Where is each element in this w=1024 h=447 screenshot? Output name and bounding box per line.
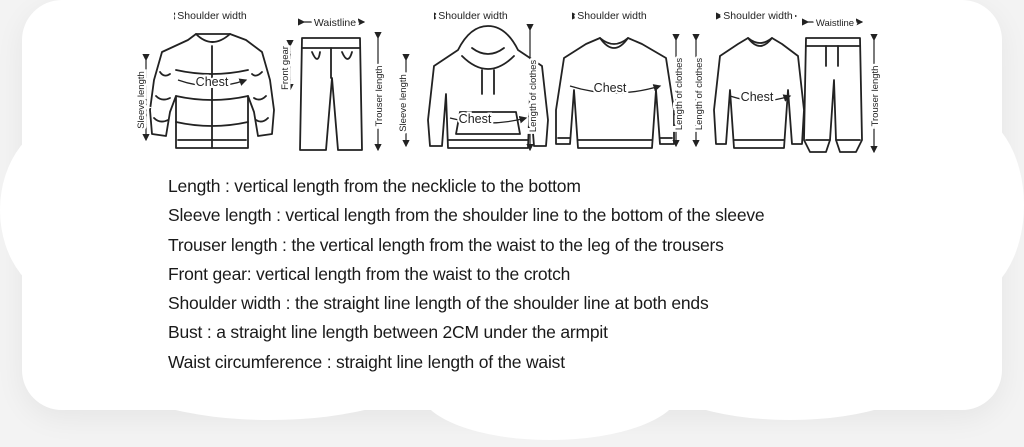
sleeve-length-label-1: Sleeve length [136,71,147,129]
puffer-jacket-icon [150,34,274,148]
chest-label-4: Chest [740,90,774,104]
length-of-clothes-label-2: Length of clothes [674,57,685,131]
definition-bust: Bust : a straight line length between 2CM under the armpit [168,322,608,343]
chest-label-1: Chest [195,75,229,89]
definition-waist-circumference: Waist circumference : straight line length of the waist [168,351,565,372]
definition-shoulder-width: Shoulder width : the straight line length of the shoulder line at both ends [168,293,709,314]
trousers-icon [300,38,362,150]
definition-length: Length : vertical length from the necklicle to the bottom [168,176,581,196]
length-of-clothes-label-1: Length of clothes [528,59,539,133]
trouser-length-label-1: Trouser length [374,65,385,127]
definition-trouser-length: Trouser length : the vertical length from the waist to the leg of the trousers [168,234,724,255]
definition-sleeve-length: Sleeve length : vertical length from the shoulder line to the bottom of the sleeve [168,205,765,226]
trouser-length-label-2: Trouser length [870,65,881,127]
length-of-clothes-label-3: Length of clothes [694,57,705,131]
waistline-label-1: Waistline [313,17,357,29]
shoulder-width-label-3: Shoulder width [577,10,647,22]
chest-label-2: Chest [458,112,492,126]
sleeve-length-label-2: Sleeve length [398,74,409,132]
shoulder-width-label-2: Shoulder width [438,10,508,22]
shoulder-width-label-1: Shoulder width [177,10,247,22]
waistline-label-2: Waistline [815,18,855,29]
front-gear-label: Front gear [280,46,291,90]
sweatpants-icon [804,38,862,152]
chest-label-3: Chest [593,81,627,95]
measurement-definitions-list [168,172,928,377]
garment-measurement-diagram [0,0,1024,170]
shoulder-width-label-4: Shoulder width [723,10,793,22]
definition-front-gear: Front gear: vertical length from the waist to the crotch [168,263,571,284]
